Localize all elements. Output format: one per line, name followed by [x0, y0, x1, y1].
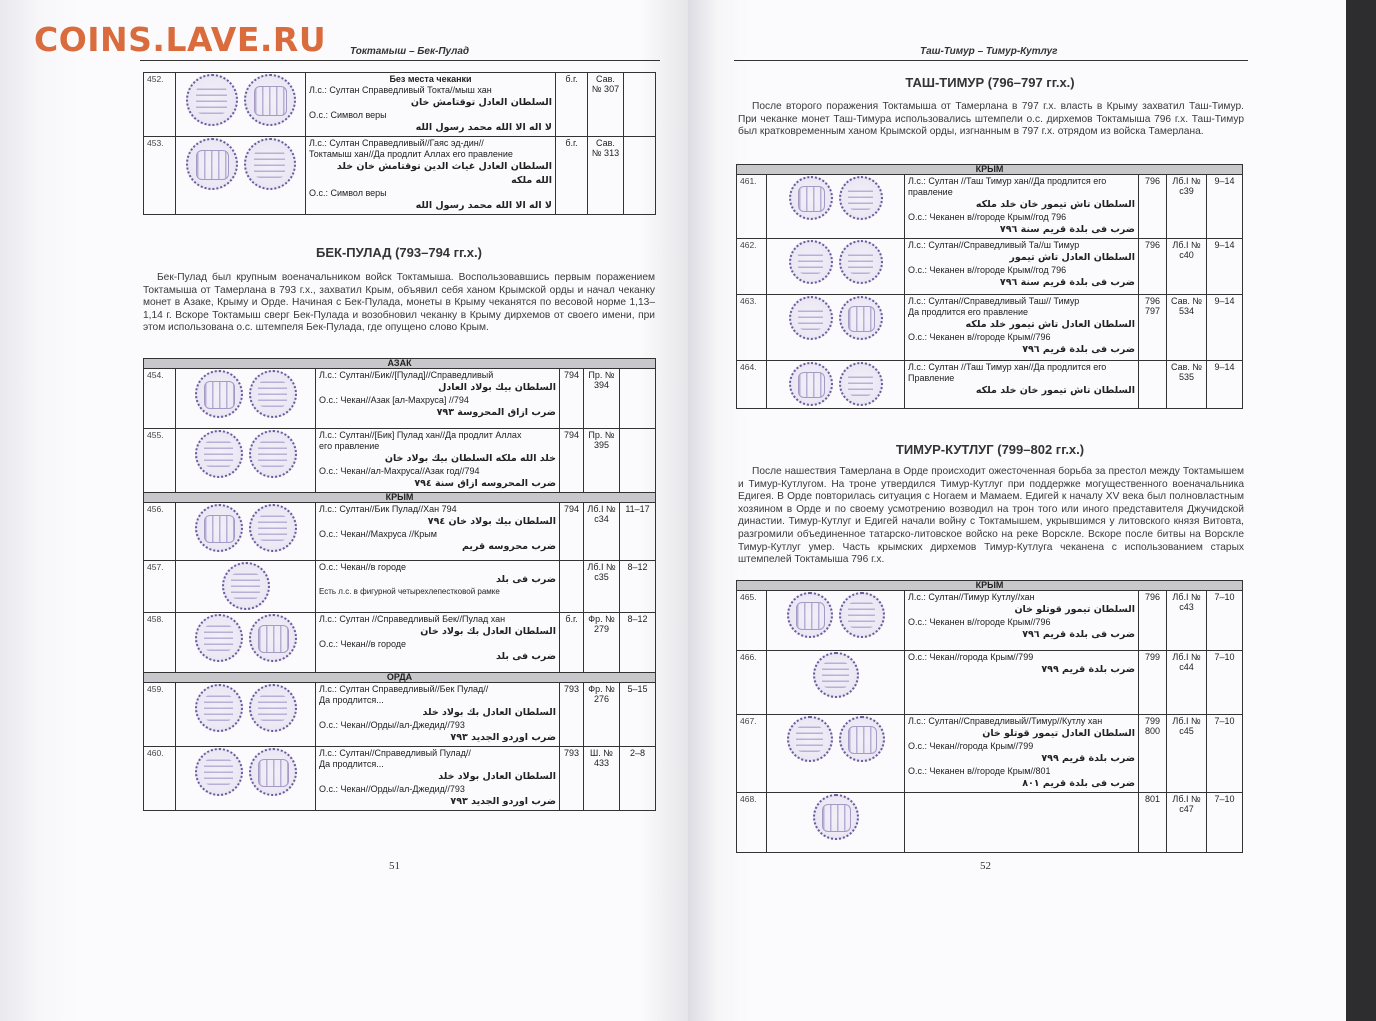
reference-cell: Сав. № 534: [1167, 295, 1207, 361]
coin-images: [176, 561, 316, 613]
coin-description: [306, 73, 556, 137]
left-coin-table-2: [143, 358, 656, 811]
date-cell: 796 797: [1139, 295, 1167, 361]
arabic-legend: السلطان العادل بولاد خلد: [438, 771, 556, 782]
legend-text: Л.с.: Султан Справедливый Токта//мыш хан: [309, 85, 492, 95]
coin-description: [316, 561, 560, 613]
arabic-legend: السلطان العادل غياث الدين توقتامش خان خلد: [336, 161, 552, 172]
catalog-number: 453.: [144, 137, 176, 215]
coin-images: [767, 361, 905, 409]
coin-row: [737, 361, 1243, 409]
catalog-number: 466.: [737, 651, 767, 715]
legend-text: Л.с.: Султан//[Бик] Пулад хан//Да продлит Аллах: [319, 430, 522, 440]
reference-cell: Пр. № 394: [584, 369, 620, 429]
reference-cell: Лб.I № с35: [584, 561, 620, 613]
rarity-cell: 9–14: [1207, 175, 1243, 239]
coin-reverse-image: [839, 296, 883, 340]
rarity-cell: 9–14: [1207, 239, 1243, 295]
region-label: АЗАК: [144, 359, 656, 369]
legend-text: О.с.: Символ веры: [309, 188, 387, 198]
arabic-legend: ضرب ازاق المحروسة ٧٩٣: [436, 407, 556, 418]
coin-row: [144, 503, 656, 561]
coin-images: [176, 429, 316, 493]
arabic-legend: السلطان بيك بولاد خان ٧٩٤: [427, 516, 556, 527]
coin-images: [176, 683, 316, 747]
legend-text: Л.с.: Султан//Бик//[Пулад]//Справедливый: [319, 370, 494, 380]
coin-obverse-image: [789, 362, 833, 406]
coin-description: [306, 137, 556, 215]
legend-text: О.с.: Чеканен в//городе Крым//год 796: [908, 265, 1067, 275]
coin-row: [737, 793, 1243, 853]
coin-row: [144, 683, 656, 747]
coin-reverse-image: [249, 504, 297, 552]
legend-text: Л.с.: Султан//Справедливый//Тимур//Кутлу хан: [908, 716, 1103, 726]
rarity-cell: [620, 369, 656, 429]
legend-text: Л.с.: Султан Справедливый//Бек Пулад//: [319, 684, 489, 694]
right-page-number: 52: [980, 860, 991, 872]
arabic-legend: لا اله الا الله محمد رسول الله: [415, 122, 552, 133]
catalog-number: 468.: [737, 793, 767, 853]
catalog-number: 454.: [144, 369, 176, 429]
catalog-number: 465.: [737, 591, 767, 651]
catalog-number: 458.: [144, 613, 176, 673]
arabic-legend: السلطان تيمور قوتلو خان: [1014, 604, 1135, 615]
arabic-legend: ضرب اوردو الجديد ٧٩٣: [450, 796, 556, 807]
coin-row: [144, 747, 656, 811]
left-header-rule: [140, 60, 660, 61]
coin-images: [176, 503, 316, 561]
arabic-legend: ضرب فى بلدة قريم ٧٩٦: [1022, 629, 1135, 640]
legend-text: Да продлится его правление: [908, 307, 1029, 317]
reference-cell: Лб.I № с43: [1167, 591, 1207, 651]
coin-images: [767, 715, 905, 793]
catalog-number: 464.: [737, 361, 767, 409]
right-coin-table-2: [736, 580, 1243, 853]
coin-description: [316, 429, 560, 493]
right-header-rule: [734, 60, 1248, 61]
arabic-legend: ضرب بلدة قريم ٧٩٩: [1041, 753, 1135, 764]
date-cell: 801: [1139, 793, 1167, 853]
date-cell: 799 800: [1139, 715, 1167, 793]
coin-reverse-image: [813, 794, 859, 840]
region-header-row: [144, 493, 656, 503]
region-label: ОРДА: [144, 673, 656, 683]
book-edge: [1346, 0, 1376, 1021]
date-cell: б.г.: [556, 73, 588, 137]
rarity-cell: [624, 137, 656, 215]
coin-row: [737, 651, 1243, 715]
date-cell: 794: [560, 429, 584, 493]
arabic-legend: السلطان العادل بك بولاد خلد: [422, 707, 556, 718]
legend-text: Л.с.: Султан//Справедливый Та//ш Тимур: [908, 240, 1080, 250]
catalog-number: 460.: [144, 747, 176, 811]
coin-images: [176, 747, 316, 811]
region-header-row: [737, 165, 1243, 175]
coin-description: [905, 239, 1139, 295]
coin-obverse-image: [787, 716, 833, 762]
catalog-number: 461.: [737, 175, 767, 239]
legend-text: его правление: [319, 441, 380, 451]
coin-reverse-image: [813, 652, 859, 698]
reference-cell: Фр. № 276: [584, 683, 620, 747]
arabic-legend: ضرب فى بلدة قريم ٧٩٦: [1022, 344, 1135, 355]
region-label: КРЫМ: [737, 581, 1243, 591]
timur-kutlug-section-title: ТИМУР-КУТЛУГ (799–802 гг.х.): [895, 442, 1085, 457]
rarity-cell: 7–10: [1207, 793, 1243, 853]
coin-note: Есть л.с. в фигурной четырехлепестковой рамке: [319, 587, 500, 596]
coin-images: [767, 651, 905, 715]
bek-pulad-paragraph: Бек-Пулад был крупным военачальником войск Токтамыша. Воспользовавшись первым поражением Токтамыша от Тамерлана в 793 г.х., захватил Крым, объявил себя ханом Крымской орды и начал чеканку монет в Азаке, Крыму и Орде. Начиная с Бек-Пулада, монеты в Крыму чеканятся по весовой норме 1,13–1,14 г. Вскоре Токтамыш сверг Бек-Пулада и возобновил чеканку в Крыму дирхемов от своего имени, при этом использована о.с. штемпеля Бек-Пулада, где опущено слово Крым.: [143, 272, 655, 334]
rarity-cell: [624, 73, 656, 137]
coin-row: [737, 295, 1243, 361]
left-coin-table-1: [143, 72, 656, 215]
right-page: [688, 0, 1346, 1021]
legend-text: О.с.: Чекан//в городе: [319, 639, 407, 649]
coin-images: [767, 239, 905, 295]
rarity-cell: 7–10: [1207, 651, 1243, 715]
reference-cell: Сав. № 313: [588, 137, 624, 215]
rarity-cell: 5–15: [620, 683, 656, 747]
arabic-legend: ضرب فى بلد: [495, 574, 556, 585]
legend-text: правление: [908, 187, 953, 197]
rarity-cell: 8–12: [620, 613, 656, 673]
legend-text: Л.с.: Султан //Таш Тимур хан//Да продлится его: [908, 176, 1107, 186]
coin-obverse-image: [789, 240, 833, 284]
coin-obverse-image: [195, 370, 243, 418]
legend-text: Правление: [908, 373, 955, 383]
reference-cell: Лб.I № с44: [1167, 651, 1207, 715]
arabic-legend: ضرب المحروسه ازاق سنة ٧٩٤: [414, 478, 556, 489]
coin-description: [905, 793, 1139, 853]
coin-row: [144, 429, 656, 493]
coin-row: [737, 591, 1243, 651]
coin-images: [767, 175, 905, 239]
region-label: КРЫМ: [144, 493, 656, 503]
coin-reverse-image: [244, 74, 296, 126]
coin-reverse-image: [839, 716, 885, 762]
left-running-header: Токтамыш – Бек-Пулад: [350, 46, 470, 57]
coin-row: [737, 239, 1243, 295]
arabic-legend: السلطان العادل توقتامش خان: [410, 97, 552, 108]
legend-text: О.с.: Чекан//Махруса //Крым: [319, 529, 437, 539]
date-cell: 796: [1139, 175, 1167, 239]
arabic-legend: الله ملكه: [511, 175, 552, 186]
legend-text: О.с.: Чекан//города Крым//799: [908, 652, 1034, 662]
arabic-legend: خلد الله ملكه السلطان بيك بولاد خان: [384, 453, 556, 464]
coin-reverse-image: [839, 240, 883, 284]
coin-reverse-image: [249, 430, 297, 478]
date-cell: 794: [560, 369, 584, 429]
coin-obverse-image: [195, 430, 243, 478]
coin-obverse-image: [195, 684, 243, 732]
coin-row: [737, 715, 1243, 793]
coin-images: [176, 73, 306, 137]
reference-cell: Лб.I № с39: [1167, 175, 1207, 239]
coin-reverse-image: [222, 562, 270, 610]
legend-text: О.с.: Чеканен в//городе Крым//год 796: [908, 212, 1067, 222]
timur-kutlug-paragraph: После нашествия Тамерлана в Орде происходит ожесточенная борьба за престол между Токтамышем и Тимур-Кутлугом. На троне утвердился Тимур-Кутлуг при поддержке могущественного военачальника Едигея. В Орде повторилась ситуация с Ногаем и Мамаем. Едигей к началу XV века был полновластным хозяином в Орде и по своему усмотрению возводил на трон того или иного представителя Джучидской династии. Тимур-Кутлуг и Едигей начали войну с Токтамышем, укрывшимся у литовского князя Витовта, разгромили объединенное татарско-литовское войско на реке Ворскле. Вскоре после битвы на Ворскле Тимур-Кутлуг умер. Часть крымских дирхемов Тимур-Кутлуга чеканена с использованием старых штемпелей Токтамыша 796 г.х.: [738, 466, 1244, 566]
coin-row: [737, 175, 1243, 239]
date-cell: 794: [560, 503, 584, 561]
rarity-cell: 8–12: [620, 561, 656, 613]
coin-description: [905, 651, 1139, 715]
arabic-legend: السلطان تاش تيمور خان خلد ملكه: [975, 385, 1135, 396]
coin-description: [905, 295, 1139, 361]
region-label: КРЫМ: [737, 165, 1243, 175]
coin-description: [316, 683, 560, 747]
coin-images: [767, 591, 905, 651]
coin-obverse-image: [789, 296, 833, 340]
legend-text: Л.с.: Султан //Справедливый Бек//Пулад хан: [319, 614, 506, 624]
reference-cell: Сав. № 307: [588, 73, 624, 137]
reference-cell: Лб.I № с45: [1167, 715, 1207, 793]
coin-images: [176, 369, 316, 429]
arabic-legend: ضرب فى بلدة قريم ٨٠١: [1022, 778, 1135, 789]
coin-reverse-image: [249, 684, 297, 732]
legend-text: О.с.: Чекан//Орды//ал-Джедид//793: [319, 784, 465, 794]
coin-row: [144, 613, 656, 673]
reference-cell: Пр. № 395: [584, 429, 620, 493]
catalog-number: 467.: [737, 715, 767, 793]
reference-cell: Сав. № 535: [1167, 361, 1207, 409]
date-cell: 796: [1139, 239, 1167, 295]
coin-reverse-image: [839, 362, 883, 406]
coin-description: [905, 175, 1139, 239]
legend-text: Л.с.: Султан//Справедливый Таш// Тимур: [908, 296, 1080, 306]
rarity-cell: 7–10: [1207, 715, 1243, 793]
arabic-legend: السلطان العادل بك بولاد خان: [420, 626, 556, 637]
coin-row: [144, 369, 656, 429]
reference-cell: Фр. № 279: [584, 613, 620, 673]
legend-text: О.с.: Чекан//ал-Махруса//Азак год//794: [319, 466, 480, 476]
coin-obverse-image: [195, 614, 243, 662]
reference-cell: Лб.I № с34: [584, 503, 620, 561]
date-cell: 796: [1139, 591, 1167, 651]
catalog-number: 459.: [144, 683, 176, 747]
date-cell: б.г.: [560, 613, 584, 673]
legend-text: О.с.: Чеканен в//городе Крым//801: [908, 766, 1051, 776]
catalog-number: 463.: [737, 295, 767, 361]
legend-text: Да продлится...: [319, 759, 384, 769]
left-page-number: 51: [389, 860, 400, 872]
arabic-legend: ضرب اوردو الجديد ٧٩٣: [450, 732, 556, 743]
tash-timur-paragraph: После второго поражения Токтамыша от Тамерлана в 797 г.х. власть в Крыму захватил Таш-Тимур. При чеканке монет Таш-Тимура использовались штемпели о.с. дирхемов Токтамыша 796 г.х. Таш-Тимур был кратковременным ханом Крымской орды, изгнанным в 797 г.х. отрядом из войска Тамерлана.: [738, 101, 1244, 138]
date-cell: 799: [1139, 651, 1167, 715]
legend-text: Л.с.: Султан//Справедливый Пулад//: [319, 748, 471, 758]
legend-text: О.с.: Чекан//в городе: [319, 562, 407, 572]
site-watermark: COINS.LAVE.RU: [34, 20, 327, 59]
legend-text: О.с.: Чеканен в//городе Крым//796: [908, 617, 1051, 627]
rarity-cell: 2–8: [620, 747, 656, 811]
coin-obverse-image: [186, 138, 238, 190]
coin-row: [144, 73, 656, 137]
arabic-legend: السلطان العادل تاش تيمور خلد ملكه: [965, 319, 1135, 330]
coin-reverse-image: [839, 592, 885, 638]
coin-description: [316, 503, 560, 561]
date-cell: [1139, 361, 1167, 409]
coin-reverse-image: [839, 176, 883, 220]
coin-obverse-image: [186, 74, 238, 126]
coin-obverse-image: [789, 176, 833, 220]
coin-obverse-image: [787, 592, 833, 638]
catalog-number: 456.: [144, 503, 176, 561]
reference-cell: Лб.I № с47: [1167, 793, 1207, 853]
legend-text: Без места чеканки: [389, 74, 472, 84]
region-header-row: [737, 581, 1243, 591]
legend-text: Л.с.: Султан//Бик Пулад//Хан 794: [319, 504, 457, 514]
arabic-legend: السلطان بيك بولاد العادل: [438, 382, 556, 393]
arabic-legend: السلطان العادل تاش تيمور: [1009, 252, 1135, 263]
legend-text: О.с.: Чеканен в//городе Крым//796: [908, 332, 1051, 342]
coin-description: [905, 715, 1139, 793]
catalog-number: 457.: [144, 561, 176, 613]
legend-text: Л.с.: Султан//Тимур Кутлу//хан: [908, 592, 1035, 602]
legend-text: Токтамыш хан//Да продлит Аллах его правление: [309, 149, 513, 159]
tash-timur-section-title: ТАШ-ТИМУР (796–797 гг.х.): [905, 75, 1075, 90]
coin-description: [905, 591, 1139, 651]
arabic-legend: ضرب محروسه قريم: [461, 541, 556, 552]
coin-description: [316, 613, 560, 673]
reference-cell: Ш. № 433: [584, 747, 620, 811]
coin-reverse-image: [249, 614, 297, 662]
coin-row: [144, 561, 656, 613]
arabic-legend: لا اله الا الله محمد رسول الله: [415, 200, 552, 211]
catalog-number: 455.: [144, 429, 176, 493]
legend-text: О.с.: Чекан//Орды//ал-Джедид//793: [319, 720, 465, 730]
date-cell: [560, 561, 584, 613]
arabic-legend: ضرب بلدة قريم ٧٩٩: [1041, 664, 1135, 675]
arabic-legend: ضرب فى بلد: [495, 651, 556, 662]
coin-reverse-image: [244, 138, 296, 190]
coin-images: [767, 793, 905, 853]
coin-images: [176, 137, 306, 215]
reference-cell: Лб.I № с40: [1167, 239, 1207, 295]
legend-text: Л.с.: Султан //Таш Тимур хан//Да продлится его: [908, 362, 1107, 372]
date-cell: 793: [560, 683, 584, 747]
legend-text: Л.с.: Султан Справедливый//Гаяс эд-дин//: [309, 138, 484, 148]
legend-text: О.с.: Символ веры: [309, 110, 387, 120]
rarity-cell: 11–17: [620, 503, 656, 561]
rarity-cell: 9–14: [1207, 361, 1243, 409]
rarity-cell: 7–10: [1207, 591, 1243, 651]
coin-images: [176, 613, 316, 673]
coin-obverse-image: [195, 504, 243, 552]
coin-obverse-image: [195, 748, 243, 796]
region-header-row: [144, 359, 656, 369]
coin-reverse-image: [249, 748, 297, 796]
arabic-legend: السلطان تاش تيمور خان خلد ملكه: [975, 199, 1135, 210]
region-header-row: [144, 673, 656, 683]
right-coin-table-1: [736, 164, 1243, 409]
date-cell: б.г.: [556, 137, 588, 215]
right-running-header: Таш-Тимур – Тимур-Кутлуг: [920, 46, 1058, 57]
coin-description: [316, 369, 560, 429]
catalog-number: 462.: [737, 239, 767, 295]
arabic-legend: ضرب فى بلدة قريم سنة ٧٩٦: [999, 224, 1135, 235]
legend-text: О.с.: Чекан//города Крым//799: [908, 741, 1034, 751]
legend-text: Да продлится...: [319, 695, 384, 705]
catalog-number: 452.: [144, 73, 176, 137]
legend-text: О.с.: Чекан//Азак [ал-Махруса] //794: [319, 395, 469, 405]
coin-description: [316, 747, 560, 811]
coin-images: [767, 295, 905, 361]
rarity-cell: 9–14: [1207, 295, 1243, 361]
date-cell: 793: [560, 747, 584, 811]
bek-pulad-section-title: БЕК-ПУЛАД (793–794 гг.х.): [316, 245, 482, 260]
arabic-legend: ضرب فى بلدة قريم سنة ٧٩٦: [999, 277, 1135, 288]
coin-row: [144, 137, 656, 215]
coin-description: [905, 361, 1139, 409]
rarity-cell: [620, 429, 656, 493]
coin-reverse-image: [249, 370, 297, 418]
arabic-legend: السلطان العادل تيمور قوتلو خان: [982, 728, 1135, 739]
